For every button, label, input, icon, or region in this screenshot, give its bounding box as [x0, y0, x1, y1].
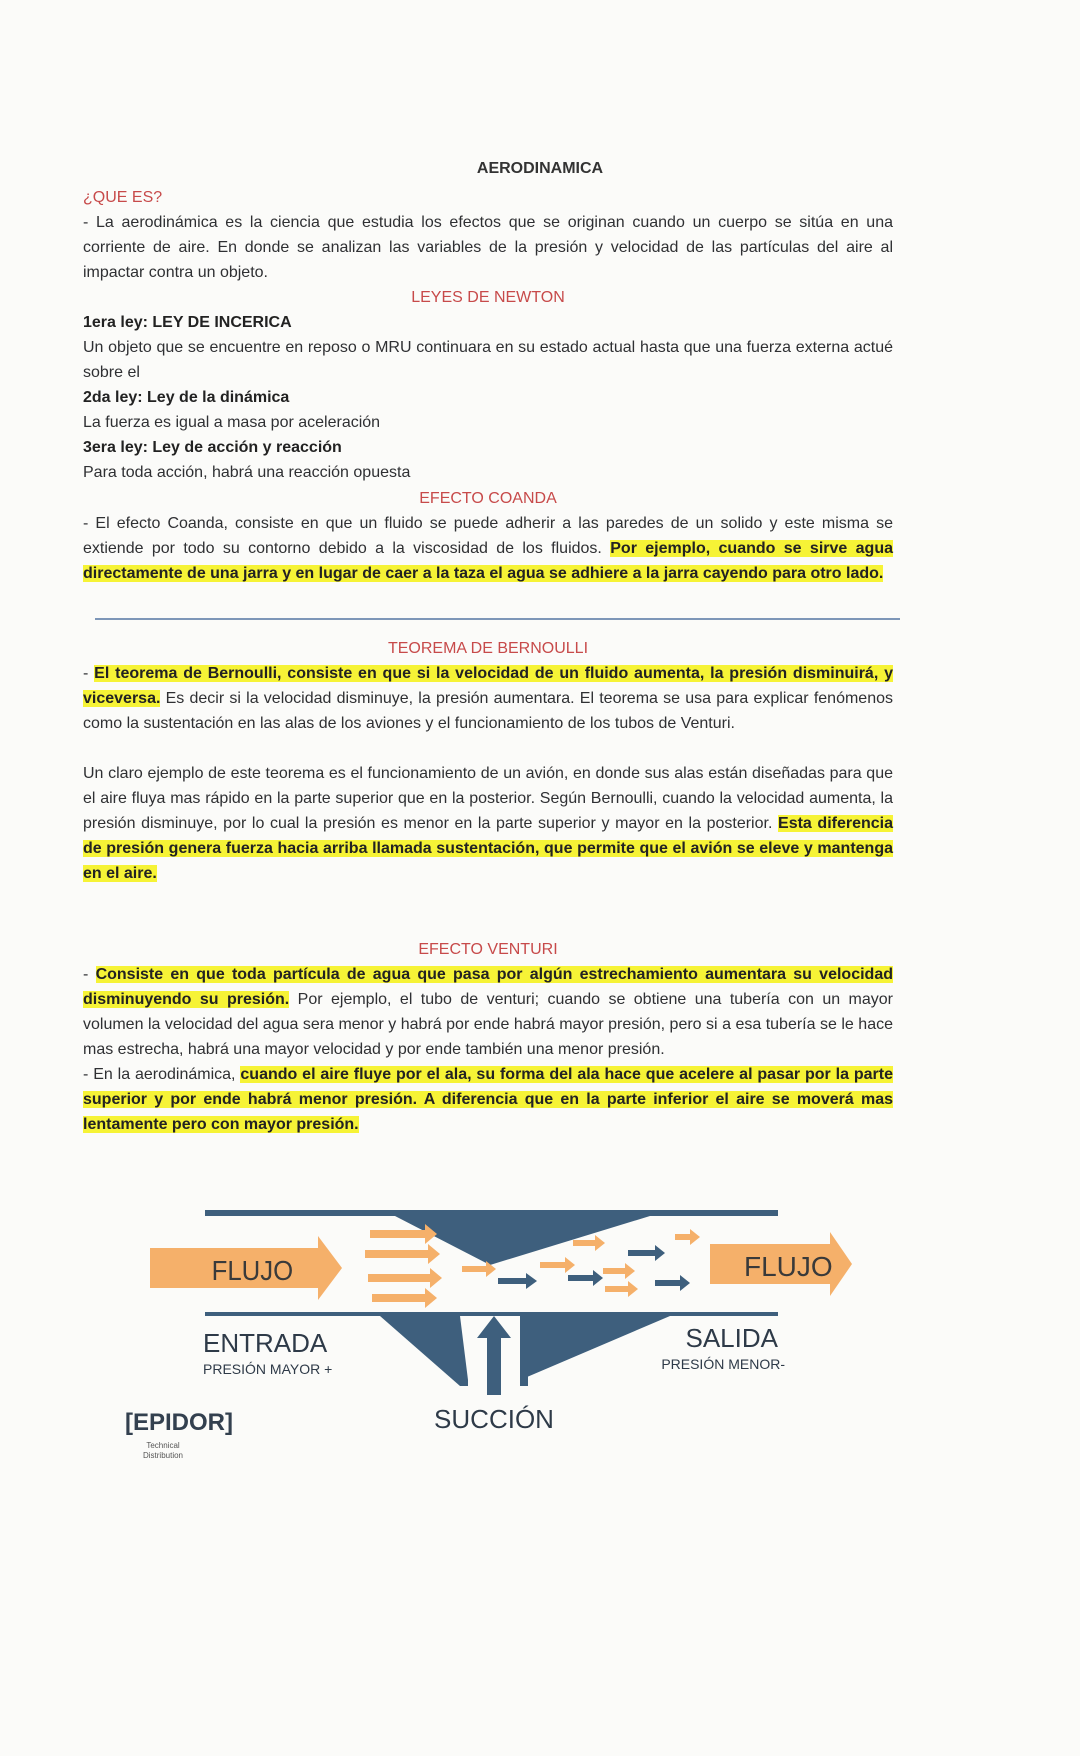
presion-menor-label: PRESIÓN MENOR-	[661, 1356, 785, 1372]
newton-heading: LEYES DE NEWTON	[411, 289, 565, 306]
inlet-flow-arrows	[365, 1224, 442, 1308]
flow-arrow-icon	[370, 1224, 437, 1244]
flujo-left-label: FLUJO	[211, 1255, 294, 1287]
venturi-diagram	[0, 1190, 1080, 1490]
section-newton	[83, 285, 893, 485]
bernoulli-p1-highlight: El teorema de Bernoulli, consiste en que si la velocidad de un fluido aumenta, la presión disminuirá, y viceversa.	[83, 665, 894, 707]
flow-arrow-icon	[628, 1245, 665, 1261]
section-divider	[95, 618, 900, 620]
que-es-heading: ¿QUE ES?	[83, 189, 163, 206]
bernoulli-heading: TEOREMA DE BERNOULLI	[387, 640, 589, 657]
venturi-paragraph-2	[83, 1062, 893, 1137]
law2-heading: 2da ley: Ley de la dinámica	[83, 389, 290, 406]
succion-arrow-icon	[477, 1316, 511, 1395]
flow-arrow-icon	[498, 1273, 537, 1289]
flujo-right-label: FLUJO	[744, 1251, 833, 1282]
flow-arrow-icon	[655, 1275, 690, 1291]
section-bernoulli	[83, 636, 893, 886]
coanda-text: - El efecto Coanda, consiste en que un fluido se puede adherir a las paredes de un solido y este misma se extiende por todo su contorno debido a la viscosidad de los fluidos.	[83, 515, 893, 557]
flow-arrow-icon	[675, 1229, 700, 1245]
venturi-paragraph-1	[83, 962, 893, 1062]
flow-arrow-icon	[568, 1270, 603, 1286]
bernoulli-p1-prefix: -	[83, 665, 95, 682]
flow-arrow-icon	[372, 1288, 437, 1308]
tube-bottom-throat-left	[380, 1316, 468, 1386]
flow-arrow-icon	[605, 1281, 638, 1297]
que-es-text: - La aerodinámica es la ciencia que estudia los efectos que se originan cuando un cuerpo se sitúa en una corriente de aire. En donde se analizan las variables de la presión y velocidad de las partículas del aire al impactar contra un objeto.	[83, 214, 893, 281]
law3-text: Para toda acción, habrá una reacción opuesta	[83, 464, 411, 481]
flow-arrow-icon	[365, 1244, 440, 1264]
law1-text: Un objeto que se encuentre en reposo o MRU continuara en su estado actual hasta que una fuerza externa actué sobre el	[83, 339, 893, 381]
venturi-p1-rest: Por ejemplo, el tubo de venturi; cuando se obtiene una tubería con un mayor volumen la velocidad del agua sera menor y habrá por ende habrá mayor presión, pero si a esa tubería se le hace mas estrecha, habrá una mayor velocidad y por ende también una menor presión.	[83, 991, 894, 1058]
section-que-es	[83, 185, 893, 285]
salida-label: SALIDA	[685, 1323, 778, 1353]
venturi-heading: EFECTO VENTURI	[418, 941, 558, 958]
entrada-label: ENTRADA	[203, 1328, 328, 1358]
tube-bottom-throat-right-stem	[520, 1316, 528, 1386]
bernoulli-p2-highlight: Esta diferencia de presión genera fuerza hacia arriba llamada sustentación, que permite que el avión se eleve y mantenga en el aire.	[83, 815, 894, 882]
law1-heading: 1era ley: LEY DE INCERICA	[83, 314, 292, 331]
coanda-paragraph	[83, 511, 893, 586]
section-venturi	[83, 937, 893, 1137]
flow-arrow-icon	[368, 1268, 442, 1288]
coanda-highlight: Por ejemplo, cuando se sirve agua directamente de una jarra y en lugar de caer a la taza el agua se adhiere a la jarra cayendo para otro lado.	[83, 540, 894, 582]
tube-bottom-throat-right	[520, 1316, 670, 1380]
venturi-p2-highlight: cuando el aire fluye por el ala, su forma del ala hace que acelere al pasar por la parte superior y por ende habrá menor presión. A diferencia que en la parte inferior el aire se moverá mas lentamente pero con mayor presión.	[83, 1066, 893, 1133]
bernoulli-p2-text: Un claro ejemplo de este teorema es el funcionamiento de un avión, en donde sus alas están diseñadas para que el aire fluya mas rápido en la parte superior que en la posterior. Según Bernoulli, cuando la velocidad aumenta, la presión disminuye, por lo cual la presión es menor en la parte superior y mayor en la posterior.	[83, 765, 893, 832]
logo-sub1: Technical	[146, 1441, 180, 1450]
presion-mayor-label: PRESIÓN MAYOR +	[203, 1361, 333, 1377]
flow-arrow-icon	[603, 1263, 635, 1279]
logo-sub2: Distribution	[142, 1451, 184, 1460]
venturi-p1-highlight: Consiste en que toda partícula de agua que pasa por algún estrechamiento aumentara su velocidad disminuyendo su presión.	[83, 966, 893, 1008]
document-title: AERODINAMICA	[476, 160, 604, 177]
bernoulli-paragraph-2	[83, 761, 893, 886]
venturi-p2-prefix: - En la aerodinámica,	[83, 1066, 241, 1083]
law2-text: La fuerza es igual a masa por aceleración	[83, 414, 381, 431]
law3-heading: 3era ley: Ley de acción y reacción	[83, 439, 342, 456]
venturi-p1-prefix: -	[83, 966, 96, 983]
succion-label: SUCCIÓN	[434, 1404, 554, 1434]
coanda-heading: EFECTO COANDA	[419, 490, 557, 507]
bernoulli-p1-rest: Es decir si la velocidad disminuye, la presión aumentara. El teorema se usa para explicar fenómenos como la sustentación en las alas de los aviones y el funcionamiento de los tubos de Venturi.	[83, 690, 893, 732]
flow-arrow-icon	[540, 1257, 575, 1273]
bernoulli-paragraph-1	[83, 661, 893, 736]
section-coanda	[83, 486, 893, 586]
epidor-logo: [EPIDOR]	[125, 1409, 233, 1436]
